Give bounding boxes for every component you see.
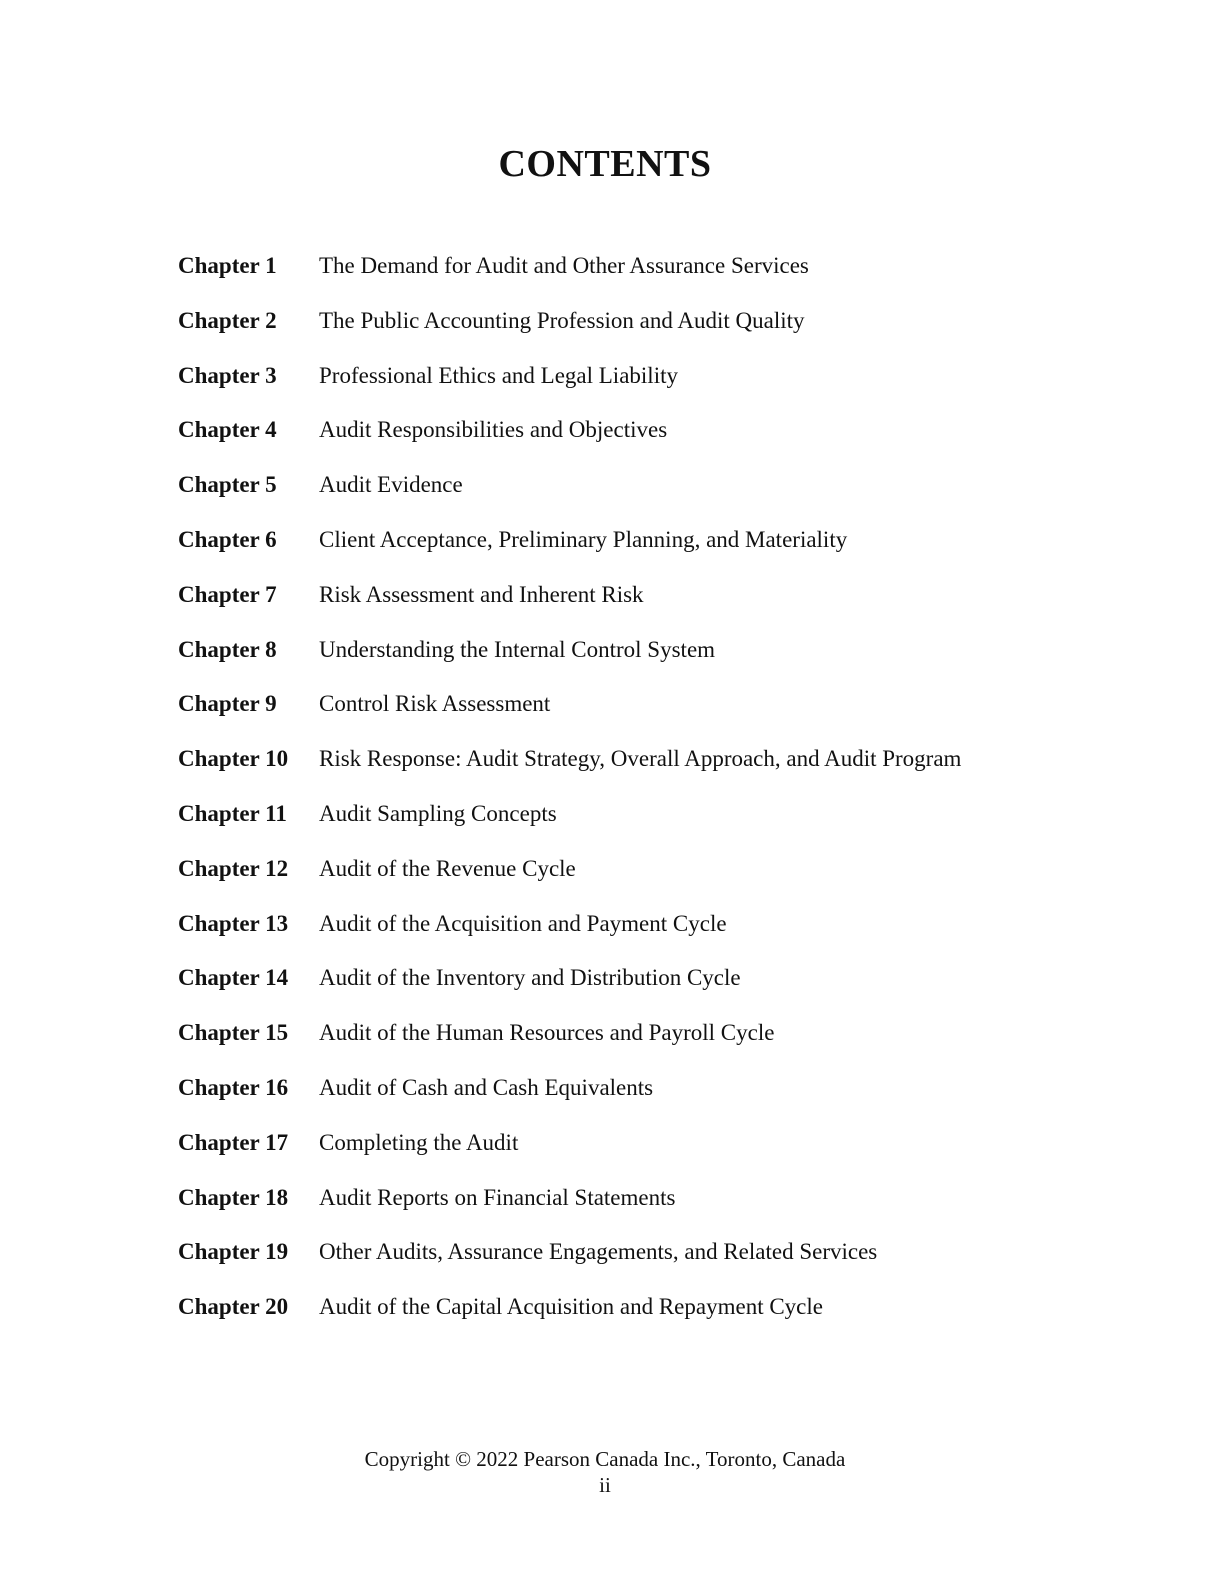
toc-entry bbox=[178, 741, 1078, 796]
chapter-title: Audit of Cash and Cash Equivalents bbox=[319, 1074, 654, 1100]
copyright-notice: Copyright © 2022 Pearson Canada Inc., Toronto, Canada bbox=[364, 1447, 846, 1471]
toc-entry bbox=[178, 1180, 1078, 1235]
chapter-number: Chapter 17 bbox=[178, 1129, 289, 1155]
toc-entry bbox=[178, 686, 1078, 741]
toc-entry bbox=[178, 796, 1078, 851]
chapter-title: Control Risk Assessment bbox=[319, 691, 551, 717]
toc-entry bbox=[178, 1234, 1078, 1289]
toc-entry bbox=[178, 632, 1078, 687]
toc-entry bbox=[178, 248, 1078, 303]
chapter-number: Chapter 2 bbox=[178, 307, 277, 333]
chapter-title: Audit of the Acquisition and Payment Cycle bbox=[319, 910, 727, 936]
chapter-number: Chapter 20 bbox=[178, 1294, 289, 1320]
toc-entry bbox=[178, 358, 1078, 413]
chapter-number: Chapter 8 bbox=[178, 636, 277, 662]
chapter-number: Chapter 19 bbox=[178, 1239, 289, 1265]
chapter-number: Chapter 5 bbox=[178, 472, 277, 498]
chapter-title: Audit of the Inventory and Distribution Cycle bbox=[319, 965, 741, 991]
chapter-title: Audit Sampling Concepts bbox=[319, 800, 557, 826]
chapter-number: Chapter 10 bbox=[178, 746, 289, 772]
toc-entry bbox=[178, 851, 1078, 906]
toc-entry bbox=[178, 906, 1078, 961]
chapter-number: Chapter 4 bbox=[178, 417, 277, 443]
chapter-number: Chapter 15 bbox=[178, 1020, 289, 1046]
chapter-number: Chapter 18 bbox=[178, 1184, 289, 1210]
chapter-number: Chapter 3 bbox=[178, 362, 277, 388]
chapter-title: Risk Assessment and Inherent Risk bbox=[319, 581, 644, 607]
toc-entry bbox=[178, 467, 1078, 522]
chapter-title: Audit of the Human Resources and Payroll Cycle bbox=[319, 1020, 775, 1046]
chapter-title: Other Audits, Assurance Engagements, and Related Services bbox=[319, 1239, 878, 1265]
chapter-title: Audit Responsibilities and Objectives bbox=[319, 417, 668, 443]
chapter-title: Risk Response: Audit Strategy, Overall Approach, and Audit Program bbox=[319, 746, 962, 772]
chapter-number: Chapter 6 bbox=[178, 526, 277, 552]
toc-entry bbox=[178, 1125, 1078, 1180]
toc-entry bbox=[178, 1015, 1078, 1070]
toc-entry bbox=[178, 412, 1078, 467]
chapter-number: Chapter 9 bbox=[178, 691, 277, 717]
toc-entry bbox=[178, 577, 1078, 632]
chapter-title: Client Acceptance, Preliminary Planning, and Materiality bbox=[319, 526, 848, 552]
toc-entry bbox=[178, 1289, 1078, 1344]
chapter-number: Chapter 16 bbox=[178, 1074, 289, 1100]
chapter-number: Chapter 11 bbox=[178, 800, 287, 826]
chapter-title: Audit of the Capital Acquisition and Repayment Cycle bbox=[319, 1294, 823, 1320]
chapter-number: Chapter 7 bbox=[178, 581, 277, 607]
toc-entry bbox=[178, 303, 1078, 358]
page-footer bbox=[0, 1446, 1210, 1498]
chapter-title: Understanding the Internal Control System bbox=[319, 636, 716, 662]
page-title: CONTENTS bbox=[498, 143, 712, 185]
chapter-title: Audit of the Revenue Cycle bbox=[319, 855, 576, 881]
toc-entry bbox=[178, 1070, 1078, 1125]
chapter-number: Chapter 13 bbox=[178, 910, 289, 936]
chapter-number: Chapter 1 bbox=[178, 253, 277, 278]
toc-entry bbox=[178, 960, 1078, 1015]
chapter-title: The Public Accounting Profession and Audit Quality bbox=[319, 307, 805, 333]
chapter-number: Chapter 14 bbox=[178, 965, 289, 991]
toc-entry bbox=[178, 522, 1078, 577]
page-number: ii bbox=[599, 1473, 611, 1497]
table-of-contents bbox=[178, 248, 1078, 1344]
chapter-title: The Demand for Audit and Other Assurance Services bbox=[319, 253, 809, 278]
chapter-title: Audit Reports on Financial Statements bbox=[319, 1184, 676, 1210]
chapter-number: Chapter 12 bbox=[178, 855, 289, 881]
chapter-title: Audit Evidence bbox=[319, 472, 463, 498]
chapter-title: Professional Ethics and Legal Liability bbox=[319, 362, 678, 388]
chapter-title: Completing the Audit bbox=[319, 1129, 519, 1155]
